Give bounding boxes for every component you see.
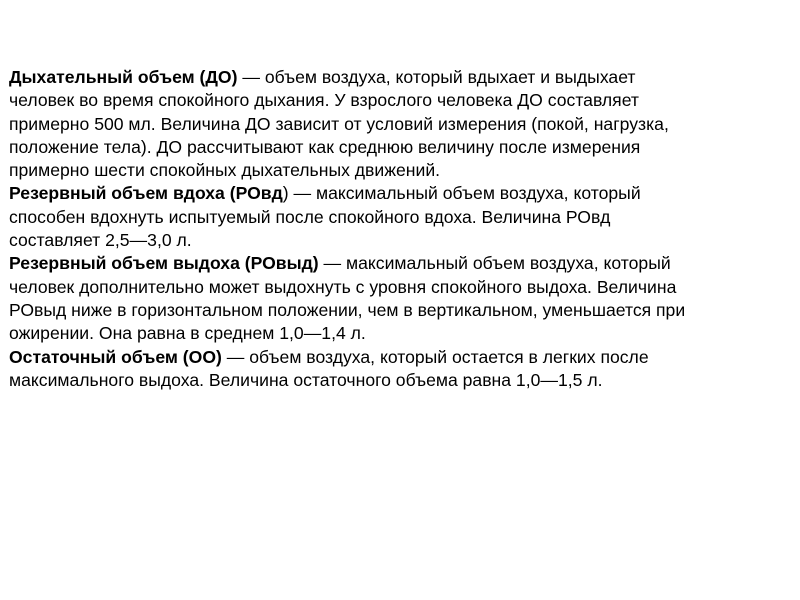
- text-line: РОвыд ниже в горизонтальном положении, чем в вертикальном, уменьшается при: [9, 299, 686, 320]
- term-residual-volume: Остаточный объем (ОО): [9, 346, 222, 367]
- paragraph-expiratory-reserve: [9, 252, 791, 345]
- text-line: человек дополнительно может выдохнуть с уровня спокойного выдоха. Величина: [9, 276, 677, 297]
- definition-text: — объем воздуха, который вдыхает и выдыхает: [237, 67, 636, 87]
- lung-volumes-text: [9, 66, 791, 392]
- text-line: положение тела). ДО рассчитывают как среднюю величину после измерения: [9, 136, 641, 157]
- text-line: [9, 346, 791, 369]
- text-line: [9, 252, 791, 275]
- term-tidal-volume: Дыхательный объем (ДО): [9, 67, 238, 87]
- text-line: ожирении. Она равна в среднем 1,0—1,4 л.: [9, 323, 366, 344]
- term-inspiratory-reserve: Резервный объем вдоха (РОвд: [9, 183, 283, 204]
- term-expiratory-reserve: Резервный объем выдоха (РОвыд): [9, 253, 319, 274]
- text-line: способен вдохнуть испытуемый после спокойного вдоха. Величина РОвд: [9, 206, 611, 227]
- paragraph-residual-volume: [9, 346, 791, 393]
- text-line: человек во время спокойного дыхания. У взрослого человека ДО составляет: [9, 90, 639, 111]
- text-line: максимального выдоха. Величина остаточного объема равна 1,0—1,5 л.: [9, 369, 603, 390]
- text-line: составляет 2,5—3,0 л.: [9, 230, 192, 251]
- text-line: [9, 182, 791, 205]
- text-line: [9, 66, 791, 89]
- definition-text: — объем воздуха, который остается в легких после: [221, 346, 649, 367]
- definition-text: ) — максимальный объем воздуха, который: [282, 183, 641, 204]
- paragraph-inspiratory-reserve: [9, 182, 791, 252]
- paragraph-tidal-volume: [9, 66, 791, 182]
- text-line: примерно шести спокойных дыхательных движений.: [9, 160, 441, 181]
- text-line: примерно 500 мл. Величина ДО зависит от условий измерения (покой, нагрузка,: [9, 113, 669, 134]
- definition-text: — максимальный объем воздуха, который: [318, 253, 671, 274]
